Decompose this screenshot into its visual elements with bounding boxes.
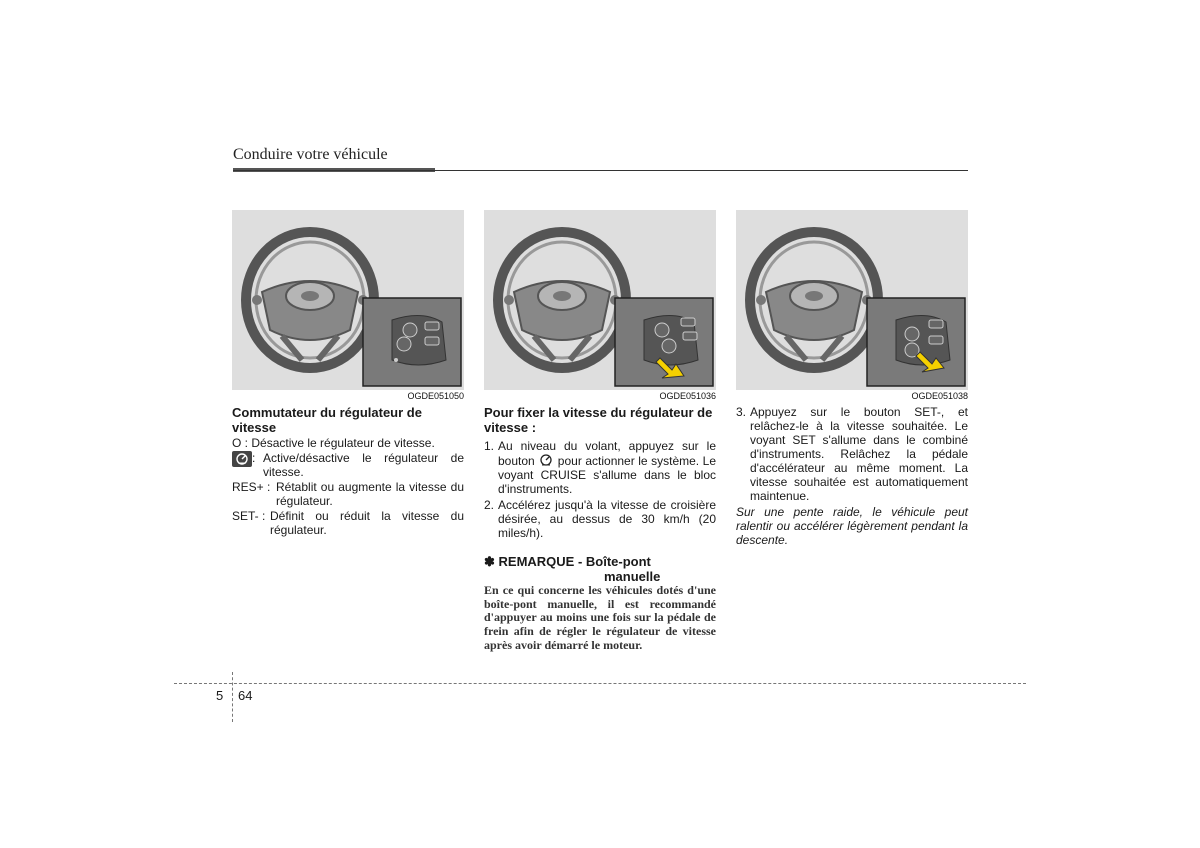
page-header-title: Conduire votre véhicule (233, 146, 388, 163)
definition-res: RES+ : Rétablit ou augmente la vitesse du régulateur. (232, 480, 464, 508)
page-number: 64 (238, 688, 253, 703)
definition-list (232, 436, 464, 537)
column-3 (736, 210, 968, 547)
definition-term: SET- (232, 509, 259, 523)
steering-wheel-image (232, 210, 464, 390)
italic-note: Sur une pente raide, le véhicule peut ralentir ou accélérer légèrement pendant la descente. (736, 505, 968, 547)
step-item: 3. Appuyez sur le bouton SET-, et relâchez-le à la vitesse souhaitée. Le voyant SET s'allume dans le combiné d'instruments. Relâchez la pédale d'accélérateur au même moment. La vitesse souhaitée est automatiquement maintenue. (736, 405, 968, 503)
remark-heading (484, 554, 716, 584)
definition-text: Définit ou réduit la vitesse du régulateur. (270, 509, 464, 537)
steering-wheel-figure-2 (484, 210, 716, 390)
section-title: Pour fixer la vitesse du régulateur de vitesse : (484, 405, 713, 435)
steering-wheel-figure-1 (232, 210, 464, 390)
footer-dashed-divider (232, 672, 233, 722)
definition-term: O (232, 436, 242, 450)
section-title: Commutateur du régulateur de vitesse (232, 405, 422, 435)
header-rule (233, 170, 968, 171)
definition-term: RES+ (232, 480, 264, 494)
footer-dashed-rule (174, 683, 1026, 684)
definition-set: SET- : Définit ou réduit la vitesse du régulateur. (232, 509, 464, 537)
definition-off: O : Désactive le régulateur de vitesse. (232, 436, 435, 450)
remark-label: ✽ REMARQUE - (484, 554, 583, 569)
figure-code: OGDE051036 (659, 391, 716, 401)
step-item: 2. Accélérez jusqu'à la vitesse de croisière désirée, au dessus de 30 km/h (20 miles/h). (484, 498, 716, 540)
steering-wheel-image (736, 210, 968, 390)
remark-subject-line2: manuelle (604, 569, 661, 584)
remark-body: En ce qui concerne les véhicules dotés d'une boîte-pont manuelle, il est recommandé d'appuyer au moins une fois sur la pédale de frein afin de régler le régulateur de vitesse après avoir démarré le moteur. (484, 583, 716, 652)
steps-list (736, 405, 968, 503)
definition-text: Rétablit ou augmente la vitesse du régulateur. (276, 480, 464, 508)
column-1 (232, 210, 464, 537)
steps-list (484, 439, 716, 540)
figure-code: OGDE051038 (911, 391, 968, 401)
chapter-number: 5 (216, 688, 224, 703)
step-item: 1. Au niveau du volant, appuyez sur le bouton pour actionner le système. Le voyant CRUISE s'allume dans le bloc d'instruments. (484, 439, 717, 496)
cruise-icon (538, 453, 554, 467)
figure-code: OGDE051050 (407, 391, 464, 401)
definition-text: Active/désactive le régulateur de vitesse. (263, 451, 464, 479)
definition-text: Désactive le régulateur de vitesse. (251, 436, 435, 450)
column-2 (484, 210, 716, 653)
steering-wheel-figure-3 (736, 210, 968, 390)
remark-subject: Boîte-pont (585, 554, 651, 569)
cruise-icon (232, 451, 252, 467)
definition-cruise: : Active/désactive le régulateur de vitesse. (232, 451, 464, 479)
steering-wheel-image (484, 210, 716, 390)
